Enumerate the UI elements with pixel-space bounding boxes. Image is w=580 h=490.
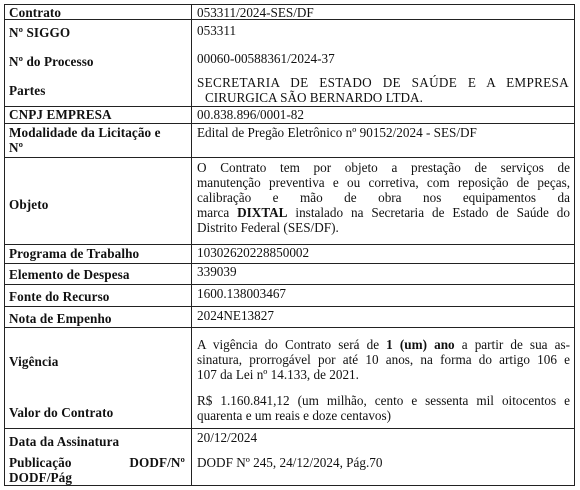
modalidade-label-line-2: Nº <box>9 140 24 155</box>
value-contrato: 053311/2024-SES/DF <box>197 5 314 20</box>
value-valor <box>197 393 570 423</box>
value-processo: 00060-00588361/2024-37 <box>197 51 335 66</box>
objeto-line-2: manutenção preventiva e ou corretiva, com reposição de peças, <box>197 175 570 190</box>
contract-summary-table <box>4 4 575 486</box>
objeto-line-4-post: instalado na Secretaria de Estado de Saúde do <box>287 205 570 220</box>
label-programa: Programa de Trabalho <box>9 246 140 261</box>
vigencia-line-3: 107 da Lei nº 14.133, de 2021. <box>197 367 359 382</box>
vigencia-line-1-pre: A vigência do Contrato será de <box>197 337 387 352</box>
label-objeto: Objeto <box>9 197 49 212</box>
label-valor: Valor do Contrato <box>9 405 114 420</box>
vigencia-line-1-post: a partir de sua as- <box>454 337 571 352</box>
value-publicacao: DODF Nº 245, 24/12/2024, Pág.70 <box>197 455 383 470</box>
objeto-line-3: calibração e mão de obra nos equipamentos da <box>197 190 570 205</box>
value-objeto <box>197 160 570 235</box>
vigencia-line-1 <box>197 337 570 352</box>
value-empenho: 2024NE13827 <box>197 308 274 323</box>
objeto-line-4-pre: marca <box>197 205 238 220</box>
objeto-line-4 <box>197 205 570 220</box>
objeto-line-1: O Contrato tem por objeto a prestação de serviços de <box>197 160 570 175</box>
value-partes <box>197 75 567 105</box>
modalidade-label-line-1: Modalidade da Licitação e <box>9 125 161 140</box>
label-contrato: Contrato <box>9 5 62 20</box>
valor-line-2: quarenta e um reais e doze centavos) <box>197 408 392 423</box>
value-elemento: 339039 <box>197 264 237 279</box>
label-empenho: Nota de Empenho <box>9 311 112 326</box>
label-partes: Partes <box>9 83 46 98</box>
publicacao-label-word-1: Publicação <box>9 455 72 470</box>
value-vigencia <box>197 337 570 382</box>
partes-line-2: CIRURGICA SÃO BERNARDO LTDA. <box>205 90 423 105</box>
label-processo: Nº do Processo <box>9 54 94 69</box>
objeto-line-5: Distrito Federal (SES/DF). <box>197 220 339 235</box>
publicacao-label-line-2: DODF/Pág <box>9 470 73 485</box>
valor-line-1: R$ 1.160.841,12 (um milhão, cento e sessenta mil oitocentos e <box>197 393 570 408</box>
label-publicacao <box>9 455 186 485</box>
vigencia-line-2: sinatura, prorrogável por até 10 anos, na forma do artigo 106 e <box>197 352 570 367</box>
value-fonte: 1600.138003467 <box>197 286 287 301</box>
vigencia-term: 1 (um) ano <box>386 337 455 352</box>
partes-line-1: SECRETARIA DE ESTADO DE SAÚDE E A EMPRESA <box>197 75 569 90</box>
value-programa: 10302620228850002 <box>197 245 310 260</box>
value-modalidade: Edital de Pregão Eletrônico nº 90152/2024 - SES/DF <box>197 125 477 140</box>
publicacao-label-word-2: DODF/Nº <box>129 455 185 470</box>
value-assinatura: 20/12/2024 <box>197 430 258 445</box>
value-cnpj: 00.838.896/0001-82 <box>197 107 304 122</box>
label-vigencia: Vigência <box>9 354 59 369</box>
label-siggo: Nº SIGGO <box>9 25 71 40</box>
label-cnpj: CNPJ EMPRESA <box>9 107 112 122</box>
label-fonte: Fonte do Recurso <box>9 289 110 304</box>
label-modalidade <box>9 125 186 155</box>
objeto-brand: DIXTAL <box>237 205 288 220</box>
publicacao-label-line-1 <box>9 455 185 470</box>
label-assinatura: Data da Assinatura <box>9 434 120 449</box>
value-siggo: 053311 <box>197 23 237 38</box>
label-elemento: Elemento de Despesa <box>9 267 130 282</box>
